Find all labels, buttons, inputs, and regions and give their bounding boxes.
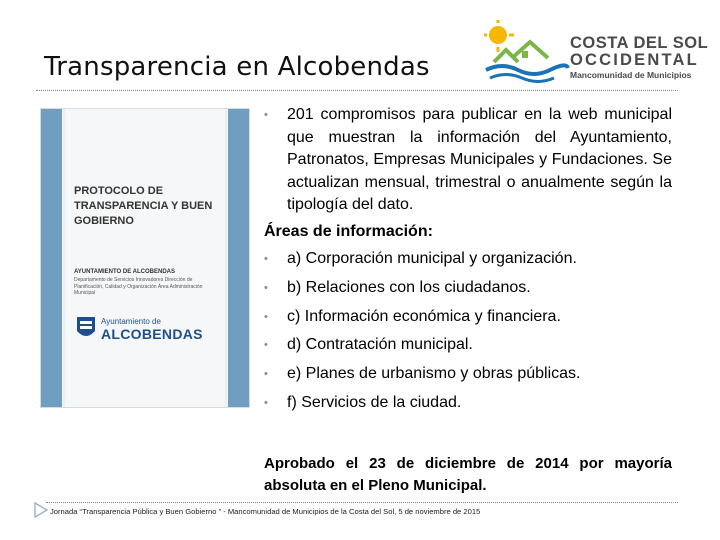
content-block [264, 104, 672, 418]
list-item [264, 389, 672, 418]
cover-right-stripe [225, 109, 227, 407]
cover-left-band [41, 109, 62, 407]
cover-brand-small: Ayuntamiento de [101, 317, 161, 326]
cover-department: Departamento de Servicios Innovadores Dirección de Planificación, Calidad y Organización Área Administración Municipal [74, 277, 203, 296]
area-text: a) Corporación municipal y organización. [287, 250, 577, 267]
list-item [264, 245, 672, 274]
logo-line-1: COSTA DEL SOL [570, 34, 709, 52]
cover-left-stripe [63, 109, 65, 407]
footer-divider [46, 502, 678, 503]
bullet-icon: • [264, 310, 268, 323]
footer-text: Jornada “Transparencia Pública y Buen Gobierno ” - Mancomunidad de Municipios de la Costa del Sol, 5 de noviembre de 2015 [50, 507, 481, 516]
footer-arrow-icon [34, 502, 48, 518]
list-item [264, 274, 672, 303]
bullet-icon: • [264, 253, 268, 265]
alcobendas-seal-icon [76, 315, 96, 341]
area-text: c) Información económica y financiera. [287, 307, 561, 325]
area-text: f) Servicios de la ciudad. [287, 393, 462, 411]
bullet-icon: • [264, 339, 268, 352]
intro-paragraph [264, 104, 672, 217]
bullet-icon: • [264, 368, 268, 381]
area-text: d) Contratación municipal. [287, 336, 473, 354]
slide-title: Transparencia en Alcobendas [44, 52, 430, 82]
logo-line-3: Mancomunidad de Municipios [570, 70, 692, 80]
list-item [264, 303, 672, 332]
area-text: e) Planes de urbanismo y obras públicas. [287, 365, 581, 383]
list-item [264, 331, 672, 360]
cover-title: PROTOCOLO DE TRANSPARENCIA Y BUEN GOBIERNO [74, 185, 213, 227]
protocol-cover-image [40, 108, 250, 408]
list-item [264, 360, 672, 389]
area-text: b) Relaciones con los ciudadanos. [287, 278, 531, 296]
bullet-icon: • [264, 281, 268, 294]
logo-line-2: OCCIDENTAL [570, 51, 699, 69]
cover-brand-big: ALCOBENDAS [101, 326, 203, 342]
cover-right-band [228, 109, 249, 407]
title-divider [36, 90, 678, 91]
bullet-icon: • [264, 109, 268, 121]
cover-org: AYUNTAMIENTO DE ALCOBENDAS [74, 269, 176, 275]
areas-heading: Áreas de información: [264, 222, 433, 240]
approval-note: Aprobado el 23 de diciembre de 2014 por mayoría absoluta en el Pleno Municipal. [264, 455, 672, 494]
bullet-icon: • [264, 396, 268, 409]
intro-text: 201 compromisos para publicar en la web municipal que muestran la información del Ayuntamiento, Patronatos, Empresas Municipales y Fundaciones. Se actualizan mensual, trimestral o anualmente según la tipología del dato. [287, 106, 672, 213]
